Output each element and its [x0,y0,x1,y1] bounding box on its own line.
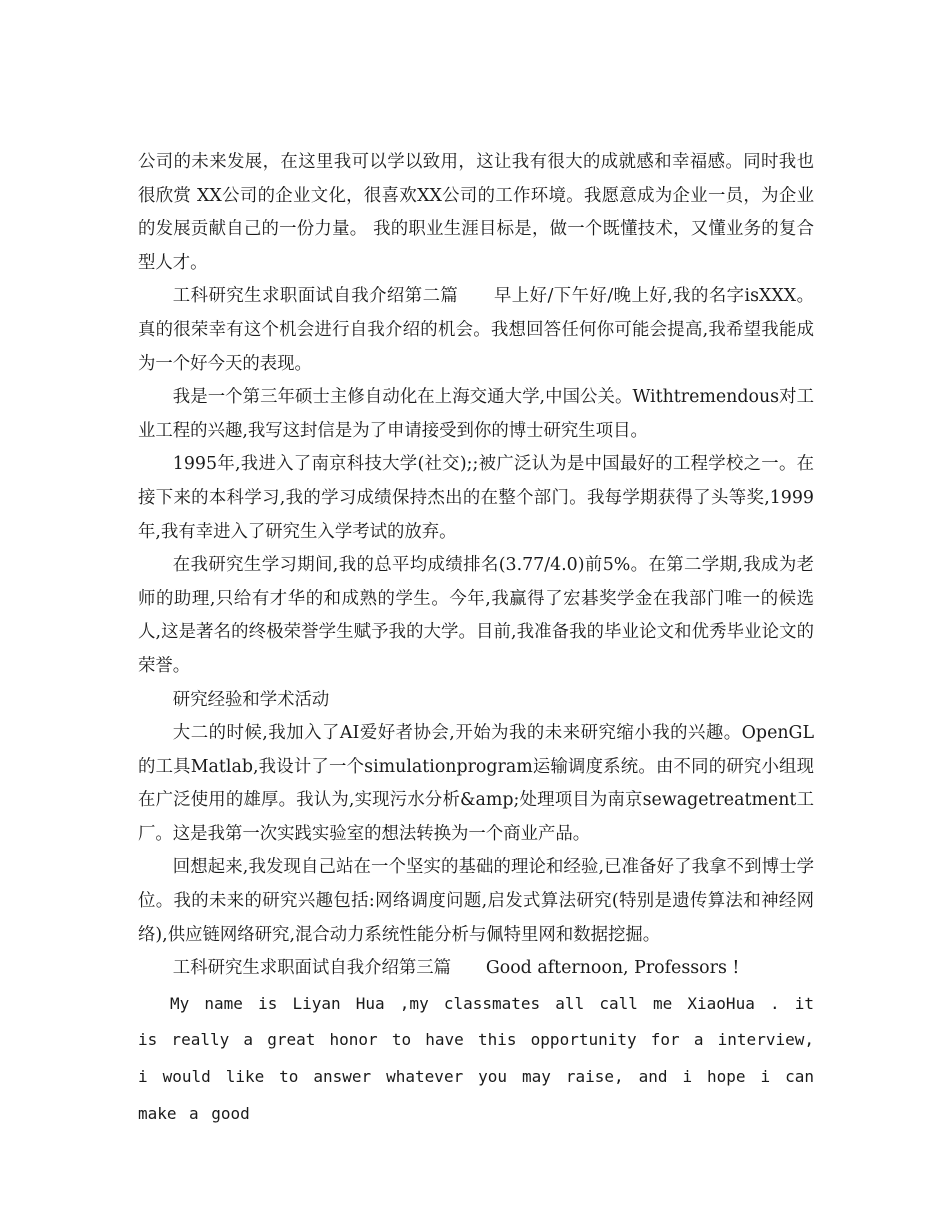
paragraph-third-intro-heading: 工科研究生求职面试自我介绍第三篇 Good afternoon, Professors ! [172,958,740,979]
paragraph-second-intro-heading: 工科研究生求职面试自我介绍第二篇 早上好/下午好/晚上好,我的名字isXXX。真的很荣幸有这个机会进行自我介绍的机会。我想回答任何你可能会提高,我希望我能成为一个好今天的表现。 [138,286,814,374]
paragraph-english-intro: My name is Liyan Hua ,my classmates all call me XiaoHua . it is really a great honor to have this opportunity for a interview, i would like to answer whatever you may raise, and i hope i can make a good [138,993,814,1123]
paragraph-graduate-study: 在我研究生学习期间,我的总平均成绩排名(3.77/4.0)前5%。在第二学期,我成为老师的助理,只给有才华的和成熟的学生。今年,我赢得了宏碁奖学金在我部门唯一的候选人,这是著名的终极荣誉学生赋予我的大学。目前,我准备我的毕业论文和优秀毕业论文的荣誉。 [138,555,814,676]
paragraph-master-student: 我是一个第三年硕士主修自动化在上海交通大学,中国公关。Withtremendous对工业工程的兴趣,我写这封信是为了申请接受到你的博士研究生项目。 [138,387,814,441]
paragraph-ai-association: 大二的时候,我加入了AI爱好者协会,开始为我的未来研究缩小我的兴趣。OpenGL的工具Matlab,我设计了一个simulationprogram运输调度系统。由不同的研究小组现在广泛使用的雄厚。我认为,实现污水分析&amp;处理项目为南京sewagetreatment工厂。这是我第一次实践实验室的想法转换为一个商业产品。 [138,723,814,844]
document-body [138,146,814,1132]
paragraph-research-interests: 回想起来,我发现自己站在一个坚实的基础的理论和经验,已准备好了我拿不到博士学位。我的未来的研究兴趣包括:网络调度问题,启发式算法研究(特别是遗传算法和神经网络),供应链网络研究,混合动力系统性能分析与佩特里网和数据挖掘。 [138,857,814,945]
paragraph-university-1995: 1995年,我进入了南京科技大学(社交);;被广泛认为是中国最好的工程学校之一。在接下来的本科学习,我的学习成绩保持杰出的在整个部门。我每学期获得了头等奖,1999年,我有幸进入了研究生入学考试的放弃。 [138,454,814,542]
section-heading-research: 研究经验和学术活动 [172,689,330,710]
paragraph-company-future: 公司的未来发展，在这里我可以学以致用，这让我有很大的成就感和幸福感。同时我也很欣赏 XX公司的企业文化，很喜欢XX公司的工作环境。我愿意成为企业一员，为企业的发展贡献自己的一份力量。 我的职业生涯目标是，做一个既懂技术，又懂业务的复合型人才。 [138,152,814,273]
